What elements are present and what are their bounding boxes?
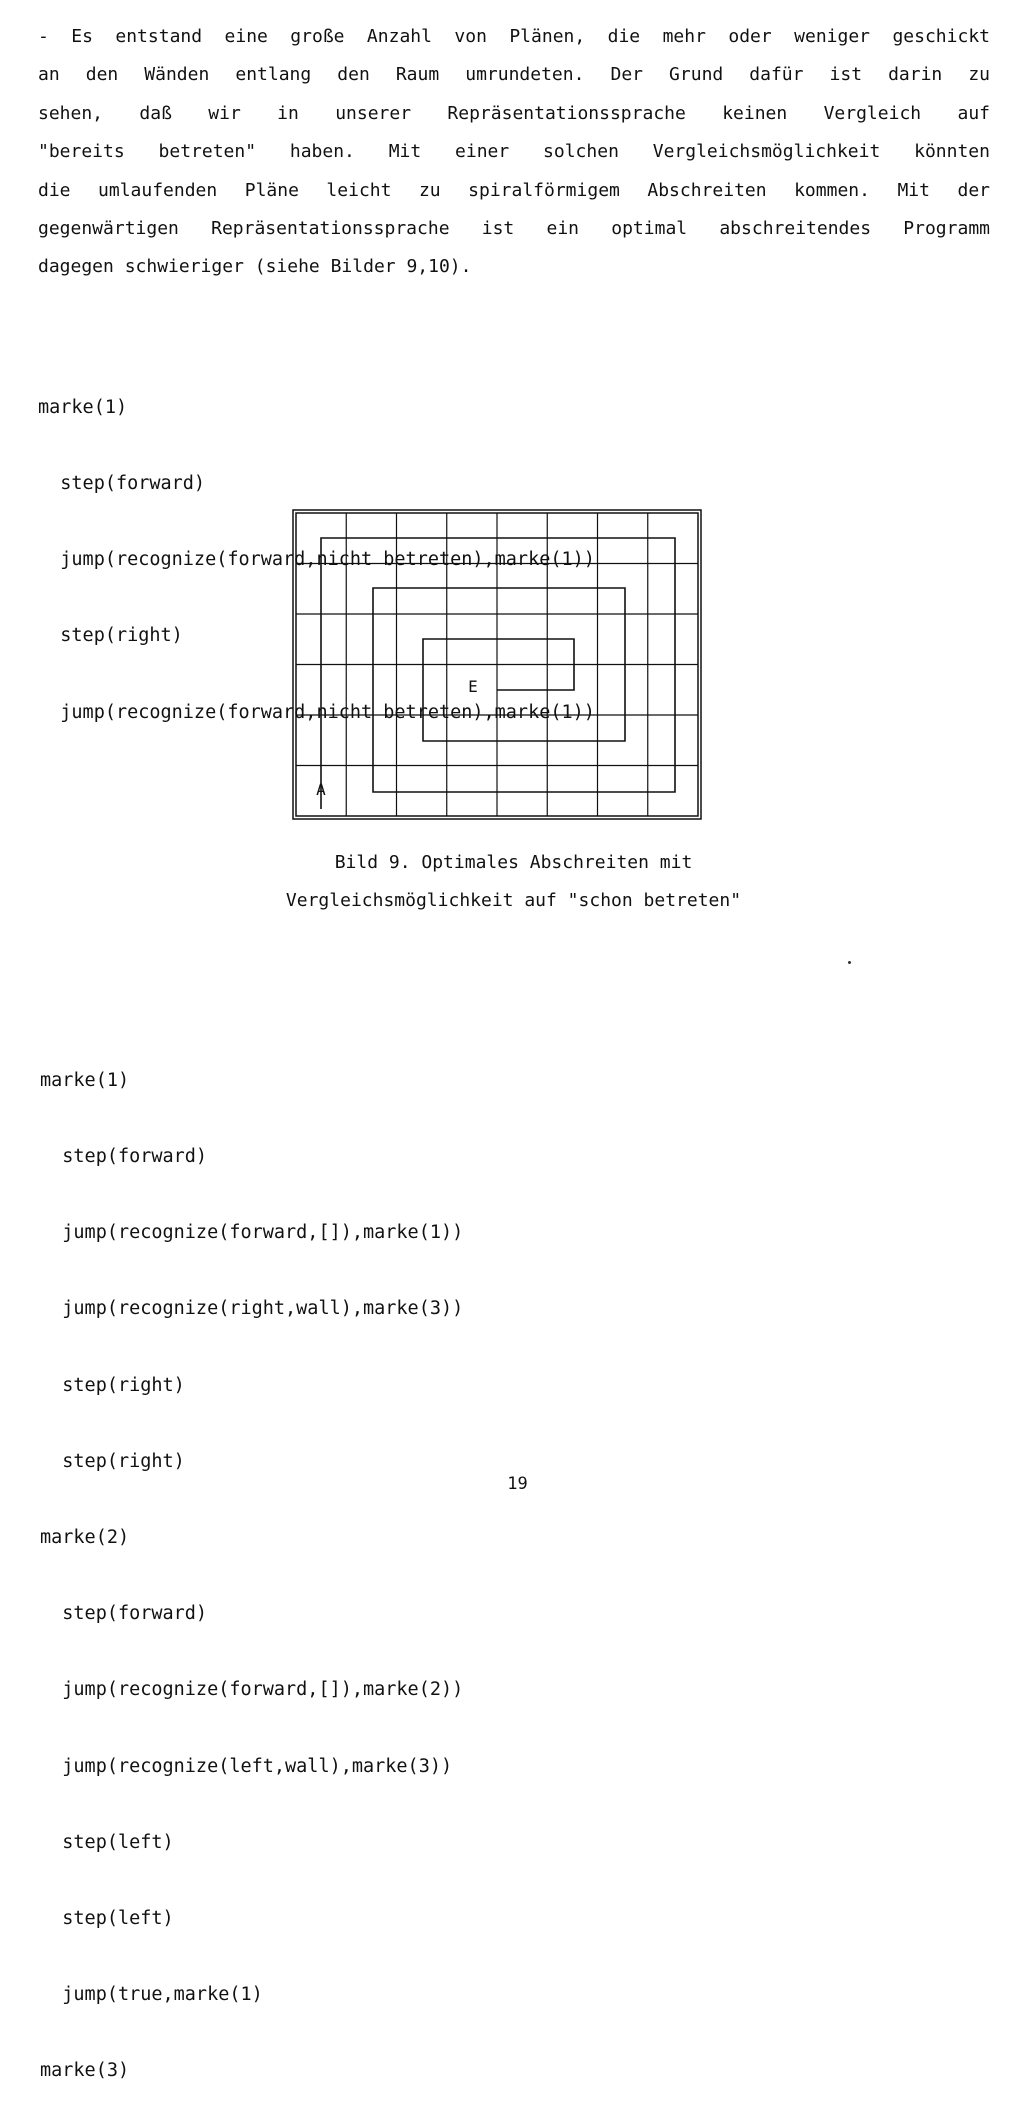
spiral-path	[321, 538, 675, 809]
code-line: step(forward)	[38, 473, 206, 495]
figure-caption-line-2: Vergleichsmöglichkeit auf "schon betreten"	[285, 890, 742, 911]
code-line: step(left)	[40, 1908, 174, 1930]
code-listing-2	[40, 1017, 463, 2109]
code-line: marke(1)	[38, 396, 128, 418]
paragraph-line: "bereits betreten" haben. Mit einer solchen Vergleichsmöglichkeit könnten	[38, 141, 990, 163]
code-line: jump(recognize(forward,nicht betreten),marke(1))	[38, 549, 595, 571]
paragraph-line: dagegen schwieriger (siehe Bilder 9,10).	[38, 256, 472, 278]
code-line: jump(recognize(forward,[]),marke(1))	[40, 1222, 464, 1244]
paragraph-line: an den Wänden entlang den Raum umrundeten. Der Grund dafür ist darin zu	[38, 64, 990, 86]
code-line: jump(recognize(forward,nicht betreten),marke(1))	[38, 701, 595, 723]
code-line: jump(true,marke(1)	[40, 1984, 263, 2006]
paragraph-line: die umlaufenden Pläne leicht zu spiralförmigem Abschreiten kommen. Mit der	[38, 179, 990, 201]
paragraph-line: gegenwärtigen Repräsentationssprache ist ein optimal abschreitendes Programm	[38, 217, 990, 239]
scan-speck	[848, 961, 851, 964]
code-line: step(right)	[40, 1450, 185, 1472]
code-line: step(left)	[40, 1831, 174, 1853]
code-line: step(forward)	[40, 1603, 208, 1625]
code-line: marke(3)	[40, 2060, 130, 2082]
code-line: step(right)	[40, 1374, 185, 1396]
code-line: jump(recognize(forward,[]),marke(2))	[40, 1679, 464, 1701]
code-line: marke(1)	[40, 1069, 130, 1091]
figure-caption-line-1: Bild 9. Optimales Abschreiten mit	[334, 852, 693, 873]
end-label: E	[468, 677, 478, 696]
code-line: step(right)	[38, 625, 183, 647]
grid-lines	[296, 513, 698, 816]
code-line: jump(recognize(right,wall),marke(3))	[40, 1298, 464, 1320]
start-label: A	[316, 780, 326, 799]
spiral-grid-figure	[292, 509, 704, 823]
code-line: marke(2)	[40, 1527, 130, 1549]
body-paragraph	[38, 22, 990, 291]
paragraph-line: sehen, daß wir in unserer Repräsentationssprache keinen Vergleich auf	[38, 102, 990, 124]
page-number: 19	[507, 1474, 528, 1494]
code-line: jump(recognize(left,wall),marke(3))	[40, 1755, 453, 1777]
paragraph-line: - Es entstand eine große Anzahl von Plänen, die mehr oder weniger geschickt	[38, 26, 990, 47]
code-line: step(forward)	[40, 1146, 208, 1168]
